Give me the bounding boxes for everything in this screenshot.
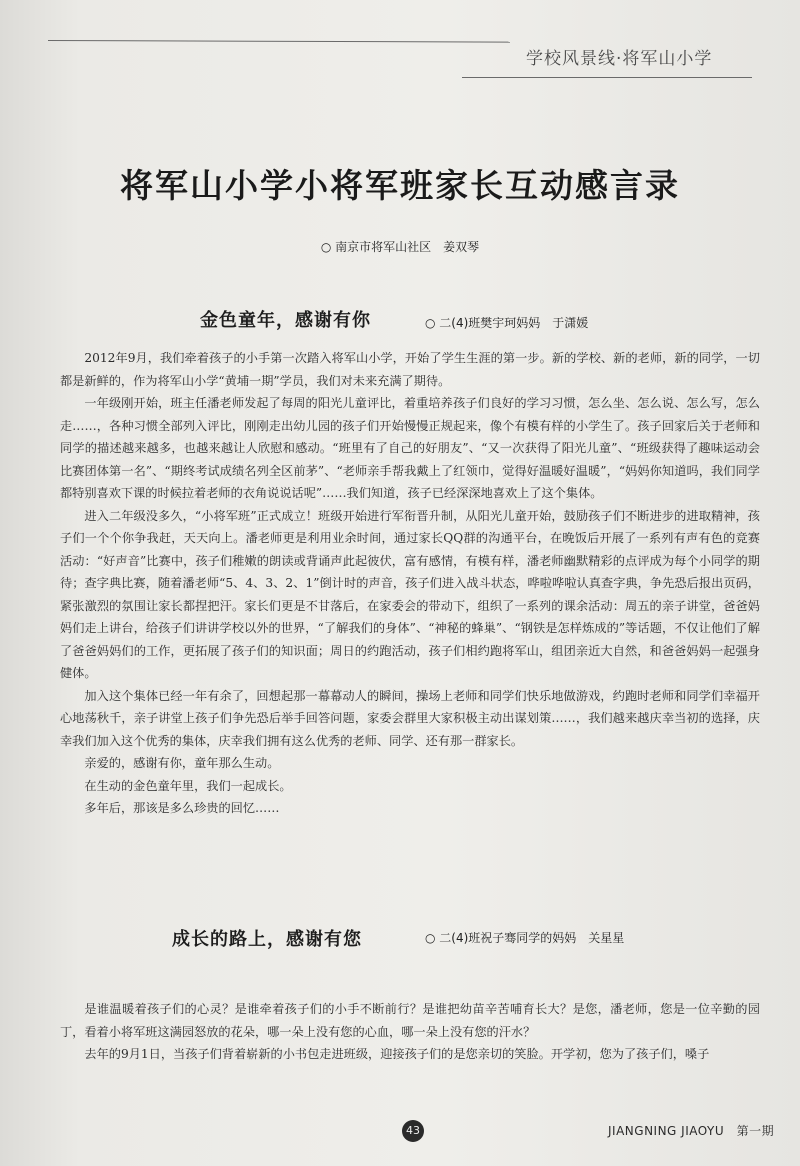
header-rule [48,40,510,43]
paragraph: 一年级刚开始，班主任潘老师发起了每周的阳光儿童评比，着重培养孩子们良好的学习习惯，怎么坐、怎么说、怎么写，怎么走……，各种习惯全部列入评比，刚刚走出幼儿园的孩子们开始慢慢正规起来，像个有模有样的小学生了。孩子回家后关于老师和同学的描述越来越多，也越来越让人欣慰和感动。“班里有了自己的好朋友”、“又一次获得了阳光儿童”、“班级获得了趣味运动会比赛团体第一名”、“期终考试成绩名列全区前茅”、“老师亲手帮我戴上了红领巾，觉得好温暖好温暖”，“妈妈你知道吗，我们同学都特别喜欢下课的时候拉着老师的衣角说说话呢”……我们知道，孩子已经深深地喜欢上了这个集体。 [60,396,760,500]
paragraph: 去年的9月1日，当孩子们背着崭新的小书包走进班级，迎接孩子们的是您亲切的笑脸。开学初，您为了孩子们，嗓子 [84,1047,710,1061]
paragraph: 是谁温暖着孩子们的心灵？是谁牵着孩子们的小手不断前行？是谁把幼苗辛苦哺育长大？是您，潘老师，您是一位辛勤的园丁，看着小将军班这满园怒放的花朵，哪一朵上没有您的心血，哪一朵上没有您的汗水？ [60,1002,760,1039]
article-byline: ○ 南京市将军山社区 姜双琴 [320,240,480,254]
paragraph: 亲爱的，感谢有你，童年那么生动。 [84,756,280,770]
page-number: 43 [402,1120,424,1142]
section1-title: 金色童年，感谢有你 [200,310,371,331]
paragraph: 进入二年级没多久，“小将军班”正式成立！班级开始进行军衔晋升制，从阳光儿童开始，鼓励孩子们不断进步的进取精神，孩子们一个个你争我赶，天天向上。潘老师更是利用业余时间，通过家长QQ群的沟通平台，在晚饭后开展了一系列有声有色的竞赛活动：“好声音”比赛中，孩子们稚嫩的朗读或背诵声此起彼伏，富有感情，有模有样，潘老师幽默精彩的点评成为每个小同学的期待；查字典比赛，随着潘老师“5、4、3、2、1”倒计时的声音，孩子们进入战斗状态，哗啦哗啦认真查字典，争先恐后报出页码，紧张激烈的氛围让家长都捏把汗。家长们更是不甘落后，在家委会的带动下，组织了一系列的课余活动：周五的亲子讲堂，爸爸妈妈们走上讲台，给孩子们讲讲学校以外的世界，“了解我们的身体”、“神秘的蜂巢”、“钢铁是怎样炼成的”等话题，不仅让他们了解了爸爸妈妈们的工作，更拓展了孩子们的知识面；周日的约跑活动，孩子们相约跑将军山，组团亲近大自然，和爸爸妈妈一起强身健体。 [60,508,760,680]
section1-body [60,347,760,820]
paragraph: 加入这个集体已经一年有余了，回想起那一幕幕动人的瞬间，操场上老师和同学们快乐地做游戏，约跑时老师和同学们幸福开心地荡秋千，亲子讲堂上孩子们争先恐后举手回答问题，家委会群里大家积极主动出谋划策……，我们越来越庆幸当初的选择，庆幸我们加入这个优秀的集体，庆幸我们拥有这么优秀的老师、同学、还有那一群家长。 [60,688,760,748]
article-title: 将军山小学小将军班家长互动感言录 [120,166,680,205]
section2-title: 成长的路上，感谢有您 [172,929,362,950]
section2-body [60,998,760,1066]
running-header: 学校风景线·将军山小学 [526,49,713,69]
paragraph: 2012年9月，我们牵着孩子的小手第一次踏入将军山小学，开始了学生生涯的第一步。新的学校、新的老师，新的同学，一切都是新鲜的，作为将军山小学“黄埔一期”学员，我们对未来充满了期待。 [60,351,760,388]
section1-author: ○ 二(4)班樊宇珂妈妈 于潇媛 [425,316,589,330]
journal-brand: JIANGNING JIAOYU 第一期 [608,1124,775,1138]
section2-author: ○ 二(4)班祝子骞同学的妈妈 关星星 [425,931,625,945]
paragraph: 多年后，那该是多么珍贵的回忆…… [84,801,280,815]
paragraph: 在生动的金色童年里，我们一起成长。 [84,778,292,793]
